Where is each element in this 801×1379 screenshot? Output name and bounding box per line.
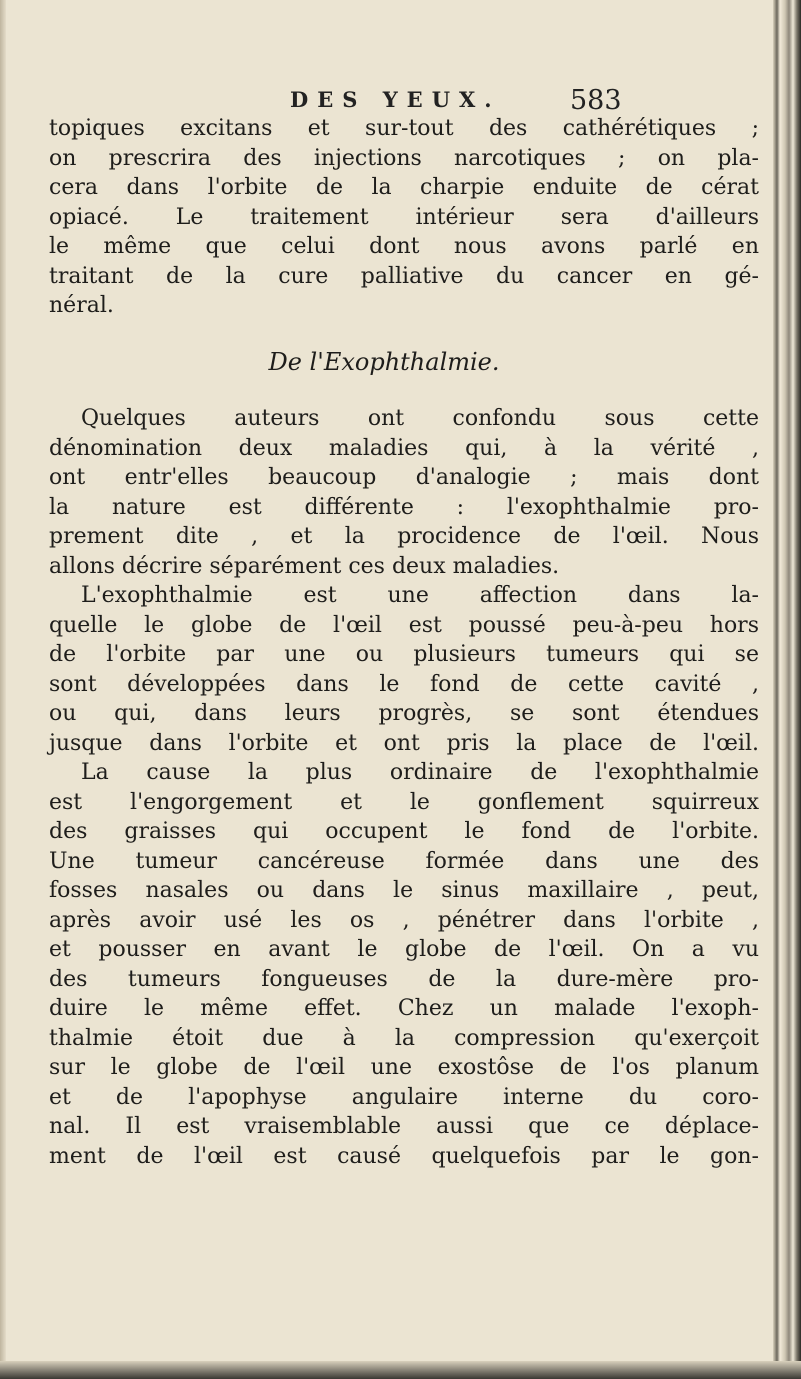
text-line: et de l'apophyse angulaire interne du coro- bbox=[49, 1084, 759, 1110]
text-line: ment de l'œil est causé quelquefois par le gon- bbox=[49, 1143, 759, 1169]
text-line: sont développées dans le fond de cette cavité , bbox=[49, 671, 759, 697]
text-line: sur le globe de l'œil une exostôse de l'os planum bbox=[49, 1055, 759, 1080]
text-line: ou qui, dans leurs progrès, se sont étendues bbox=[49, 701, 759, 726]
page-bottom-edge bbox=[0, 1361, 801, 1379]
book-spine bbox=[773, 0, 801, 1379]
section-heading: De l'Exophthalmie. bbox=[268, 347, 500, 376]
text-line: fosses nasales ou dans le sinus maxillaire , peut, bbox=[49, 878, 759, 903]
text-line: dénomination deux maladies qui, à la vérité , bbox=[49, 435, 759, 461]
text-line: Quelques auteurs ont confondu sous cette bbox=[81, 406, 759, 431]
text-line: néral. bbox=[49, 293, 114, 318]
text-line: on prescrira des injections narcotiques ; on pla- bbox=[49, 145, 759, 171]
text-line: allons décrire séparément ces deux maladies. bbox=[49, 553, 560, 579]
text-line: topiques excitans et sur-tout des cathérétiques ; bbox=[49, 116, 759, 141]
text-line: le même que celui dont nous avons parlé en bbox=[49, 234, 759, 259]
paragraph-1 bbox=[49, 114, 759, 321]
text-line: jusque dans l'orbite et ont pris la place de l'œil. bbox=[49, 730, 759, 756]
text-line: et pousser en avant le globe de l'œil. On a vu bbox=[49, 937, 759, 962]
text-line: des tumeurs fongueuses de la dure-mère pro- bbox=[49, 966, 759, 992]
body-text bbox=[49, 114, 759, 1171]
page-number: 583 bbox=[570, 85, 622, 116]
text-line: opiacé. Le traitement intérieur sera d'ailleurs bbox=[49, 204, 759, 230]
paragraph-4 bbox=[49, 758, 759, 1171]
text-line: L'exophthalmie est une affection dans la- bbox=[81, 583, 759, 608]
text-line: cera dans l'orbite de la charpie enduite de cérat bbox=[49, 175, 759, 200]
text-line: traitant de la cure palliative du cancer en gé- bbox=[49, 263, 759, 289]
text-line: des graisses qui occupent le fond de l'orbite. bbox=[49, 819, 759, 844]
text-line: thalmie étoit due à la compression qu'exerçoit bbox=[49, 1025, 759, 1051]
text-line: quelle le globe de l'œil est poussé peu-à-peu hors bbox=[49, 612, 759, 638]
text-line: est l'engorgement et le gonflement squirreux bbox=[49, 789, 759, 815]
text-line: La cause la plus ordinaire de l'exophthalmie bbox=[81, 760, 759, 785]
text-line: duire le même effet. Chez un malade l'exoph- bbox=[49, 996, 759, 1021]
text-line: Une tumeur cancéreuse formée dans une des bbox=[49, 848, 759, 874]
text-line: de l'orbite par une ou plusieurs tumeurs qui se bbox=[49, 642, 759, 667]
text-line: nal. Il est vraisemblable aussi que ce déplace- bbox=[49, 1114, 759, 1139]
paragraph-3 bbox=[49, 581, 759, 758]
page-left-edge bbox=[0, 0, 6, 1379]
text-line: la nature est différente : l'exophthalmie pro- bbox=[49, 494, 759, 520]
running-title: DES YEUX. bbox=[290, 87, 501, 112]
text-line: prement dite , et la procidence de l'œil. Nous bbox=[49, 524, 759, 549]
paragraph-2 bbox=[49, 404, 759, 581]
text-line: ont entr'elles beaucoup d'analogie ; mais dont bbox=[49, 465, 759, 490]
text-line: après avoir usé les os , pénétrer dans l'orbite , bbox=[49, 907, 759, 933]
